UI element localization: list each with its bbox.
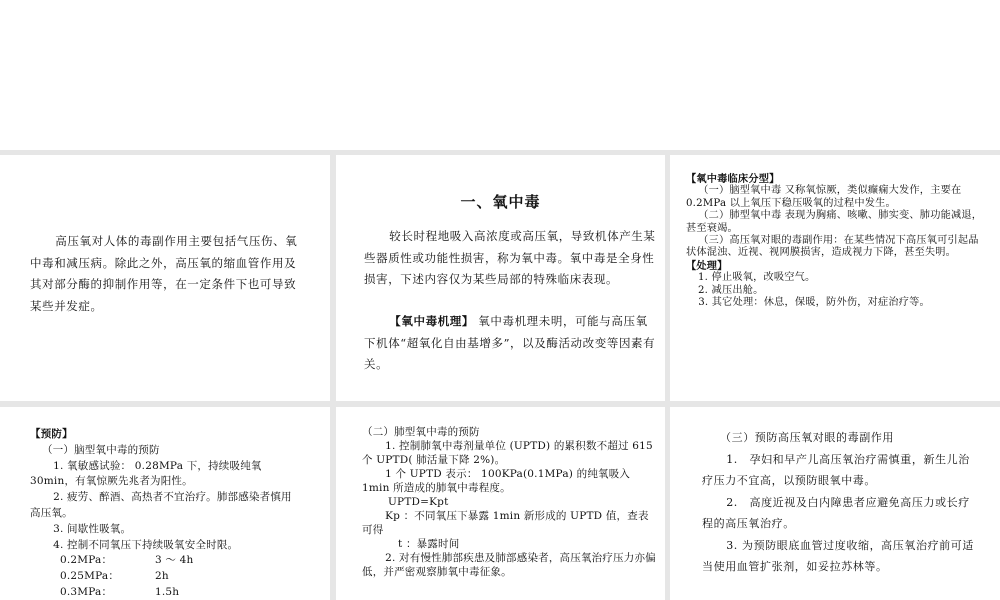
pressure-row [60,585,300,600]
slide-panel-intro [0,155,330,401]
cerebral-item-3: 3. 间歇性吸氧。 [53,522,132,535]
pulmonary-prevention-subheading: （二）肺型氧中毒的预防 [362,426,480,438]
cerebral-item-2: 2. 疲劳、醉酒、高热者不宜治疗。肺部感染者慎用高压氧。 [30,491,292,519]
cerebral-item-4: 4. 控制不同氧压下持续吸氧安全时限。 [53,538,239,551]
uptd-formula: UPTD=Kpt [388,496,449,508]
intro-paragraph: 高压氧对人体的毒副作用主要包括气压伤、氧中毒和减压病。除此之外，高压氧的缩血管作用及其对部分酶的抑制作用等，在一定条件下也可导致某些并发症。 [30,234,298,313]
oxygen-toxicity-definition: 较长时程地吸入高浓度或高压氧，导致机体产生某些器质性或功能性损害，称为氧中毒。氧中毒是全身性损害，下述内容仅为某些局部的特殊临床表现。 [364,229,656,286]
slide-panel-clinical-types [670,155,1000,401]
pressure-row [60,553,300,569]
pressure-value: 0.3MPa： [60,585,113,598]
pressure-time-table [30,553,300,600]
pressure-value: 0.25MPa： [60,570,120,583]
ocular-prevention-subheading: （三）预防高压氧对眼的毒副作用 [720,431,894,444]
pulmonary-item-2: 2. 对有慢性肺部疾患及肺部感染者，高压氧治疗压力亦偏低，并严密观察肺氧中毒征象。 [362,552,656,578]
pressure-row [60,569,300,585]
time-limit: 3 ～ 4h [155,554,194,567]
treatment-item-3: 3. 其它处理：休息，保暖，防外伤，对症治疗等。 [698,297,930,309]
pulmonary-item-1: 1. 控制肺氧中毒剂量单位 (UPTD) 的累积数不超过 615 个 UPTD( 肺活量下降 2%)。 [362,440,653,466]
cerebral-prevention-subheading: （一）脑型氧中毒的预防 [42,443,160,456]
cerebral-item-1: 1. 氧敏感试验： 0.28MPa 下，持续吸纯氧 30min，有氧惊厥先兆者为阳性。 [30,459,262,488]
treatment-item-1: 1. 停止吸氧，改吸空气。 [698,272,816,284]
ocular-item-3: 3. 为预防眼底血管过度收缩，高压氧治疗前可适当使用血管扩张剂，如妥拉苏林等。 [702,538,974,573]
ocular-item-2: 2. 高度近视及白内障患者应避免高压力或长疗程的高压氧治疗。 [702,495,970,530]
type-ocular: （三）高压氧对眼的毒副作用：在某些情况下高压氧可引起晶状体混浊、近视、视网膜损害，造成视力下降，甚至失明。 [686,235,979,259]
treatment-item-2: 2. 减压出舱。 [698,284,764,296]
slide-panel-ocular-prevention [670,407,1000,600]
pressure-value: 0.2MPa： [60,554,113,567]
time-limit: 1.5h [155,585,180,598]
mechanism-paragraph [364,311,658,376]
section-title: 一、氧中毒 [460,193,541,211]
t-definition: t ：暴露时间 [398,538,460,550]
slide-panel-cerebral-prevention [0,407,330,600]
slide-top-area [0,0,1000,150]
kp-definition: Kp ：不同氧压下暴露 1min 新形成的 UPTD 值，查表可得 [362,510,649,536]
prevention-heading: 【预防】 [30,428,73,440]
slide-panel-pulmonary-prevention [336,407,665,600]
mechanism-text: 氧中毒机理未明，可能与高压氧下机体“超氧化自由基增多”，以及酶活动改变等因素有关。 [364,314,656,371]
type-pulmonary: （二）肺型氧中毒 表现为胸痛、咳嗽、肺实变、肺功能减退，甚至衰竭。 [686,210,983,234]
type-cerebral: （一）脑型氧中毒 又称氧惊厥，类似癫痫大发作，主要在 0.2MPa 以上氧压下稳压吸氧的过程中发生。 [686,185,962,209]
uptd-definition: 1 个 UPTD 表示： 100KPa(0.1MPa) 的纯氧吸入 1min 所造成的肺氧中毒程度。 [362,468,631,494]
time-limit: 2h [155,570,169,583]
ocular-item-1: 1. 孕妇和早产儿高压氧治疗需慎重，新生儿治疗压力不宜高，以预防眼氧中毒。 [702,452,970,487]
clinical-types-heading: 【氧中毒临床分型】 [686,173,780,185]
mechanism-label: 【氧中毒机理】 [389,314,474,328]
slide-panel-oxygen-toxicity [336,155,665,401]
treatment-heading: 【处理】 [686,259,728,272]
